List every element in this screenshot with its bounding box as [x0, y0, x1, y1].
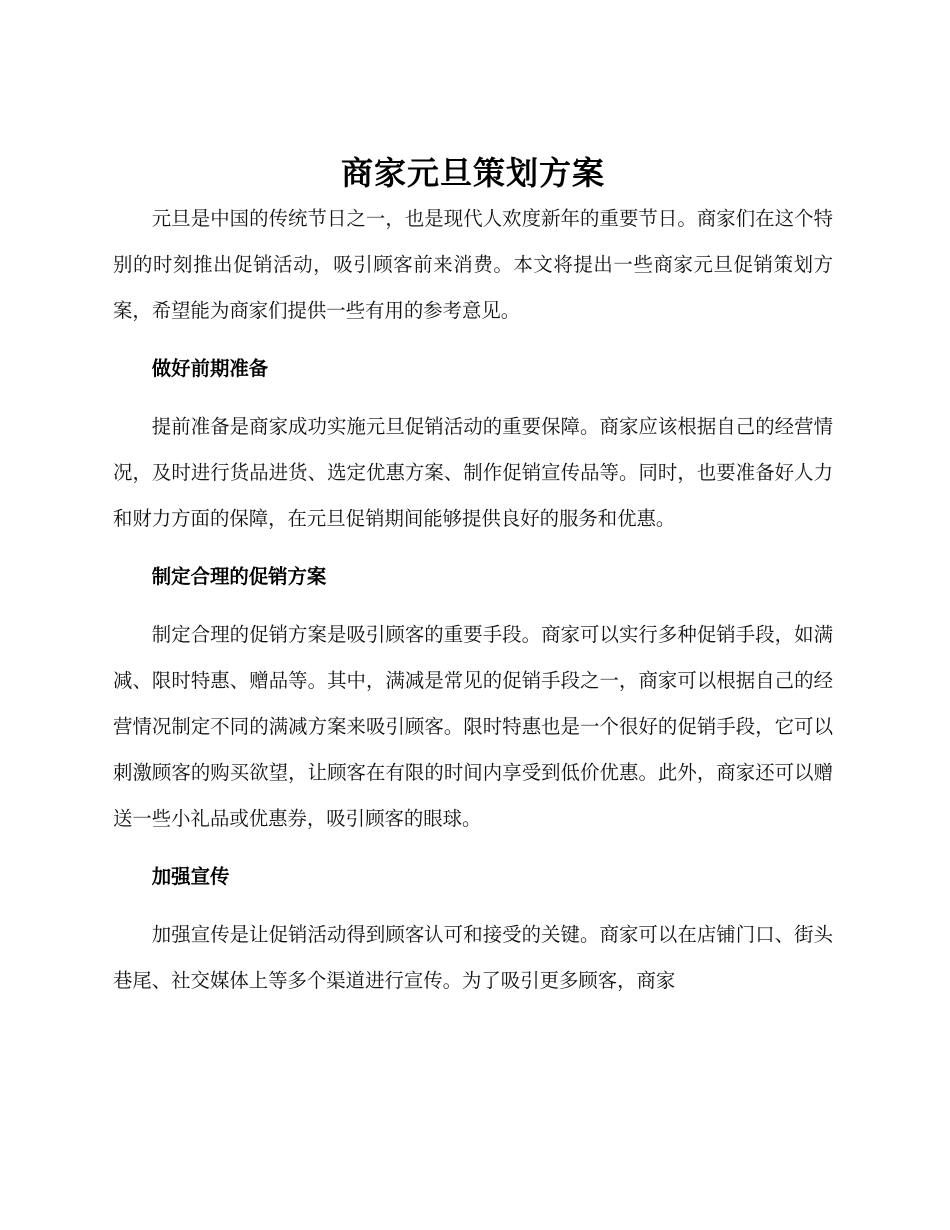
- section-body-preparation: 提前准备是商家成功实施元旦促销活动的重要保障。商家应该根据自己的经营情况，及时进行货品进货、选定优惠方案、制作促销宣传品等。同时，也要准备好人力和财力方面的保障，在元旦促销期间能够提供良好的服务和优惠。: [113, 415, 833, 530]
- spacer: [113, 600, 833, 612]
- section-body-publicity: 加强宣传是让促销活动得到顾客认可和接受的关键。商家可以在店铺门口、街头巷尾、社交媒体上等多个渠道进行宣传。为了吸引更多顾客，商家: [113, 923, 833, 992]
- spacer: [113, 900, 833, 912]
- spacer: [113, 542, 833, 554]
- section-heading-preparation: 做好前期准备: [151, 357, 269, 380]
- section-heading-publicity: 加强宣传: [151, 865, 230, 888]
- document-title: 商家元旦策划方案: [340, 154, 605, 192]
- spacer: [113, 392, 833, 404]
- section-body-promotion-plan: 制定合理的促销方案是吸引顾客的重要手段。商家可以实行多种促销手段，如满减、限时特惠、赠品等。其中，满减是常见的促销手段之一，商家可以根据自己的经营情况制定不同的满减方案来吸引顾客。限时特惠也是一个很好的促销手段，它可以刺激顾客的购买欲望，让顾客在有限的时间内享受到低价优惠。此外，商家还可以赠送一些小礼品或优惠券，吸引顾客的眼球。: [113, 623, 833, 830]
- section-heading-promotion-plan: 制定合理的促销方案: [151, 565, 327, 588]
- spacer: [113, 842, 833, 854]
- document-body: [113, 150, 833, 1004]
- intro-paragraph: 元旦是中国的传统节日之一，也是现代人欢度新年的重要节日。商家们在这个特别的时刻推出促销活动，吸引顾客前来消费。本文将提出一些商家元旦促销策划方案，希望能为商家们提供一些有用的参考意见。: [113, 207, 833, 322]
- spacer: [113, 334, 833, 346]
